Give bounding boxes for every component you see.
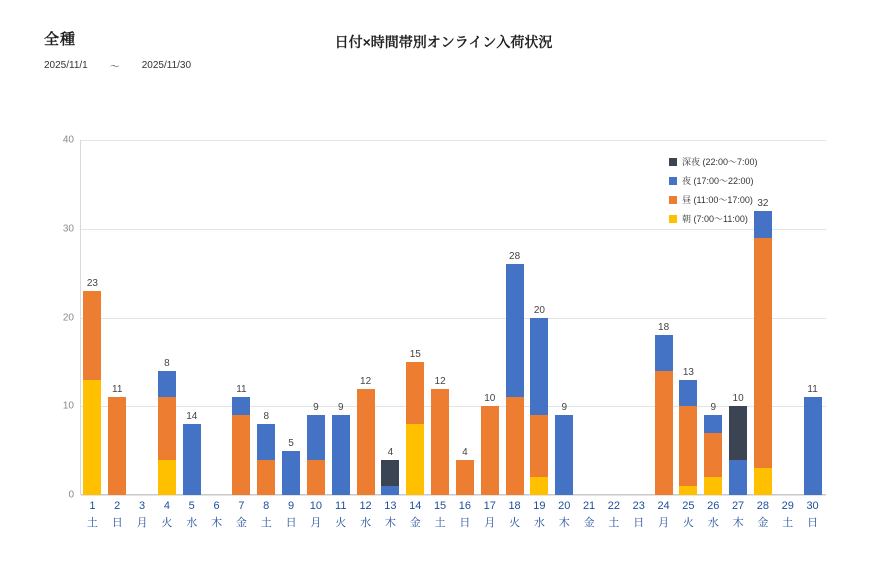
bar-slot[interactable] [527, 140, 552, 495]
date-range-separator: ～ [109, 62, 120, 73]
x-axis-label [80, 498, 105, 532]
x-axis-label [453, 498, 478, 532]
x-axis-label [477, 498, 502, 532]
x-axis-weekday: 火 [682, 517, 694, 529]
date-to: 2025/11/30 [141, 60, 192, 71]
x-axis-label [353, 498, 378, 532]
legend-swatch [669, 196, 677, 204]
bar-stack[interactable] [381, 460, 399, 496]
x-axis-label [279, 498, 304, 532]
x-axis-weekday: 水 [360, 517, 372, 529]
x-axis-weekday: 日 [111, 517, 123, 529]
x-axis-day: 8 [263, 500, 270, 512]
bar-segment[interactable] [357, 389, 375, 496]
bar-stack[interactable] [108, 397, 126, 495]
bar-slot[interactable] [403, 140, 428, 495]
x-axis-day: 13 [384, 500, 397, 512]
bar-value-label: 23 [86, 277, 98, 289]
bar-segment[interactable] [655, 371, 673, 495]
bar-segment[interactable] [506, 397, 524, 495]
bar-segment[interactable] [655, 335, 673, 371]
bar-stack[interactable] [481, 406, 499, 495]
bar-slot[interactable] [502, 140, 527, 495]
bar-value-label: 4 [387, 446, 394, 458]
bar-segment[interactable] [456, 460, 474, 496]
x-axis-day: 11 [335, 500, 347, 512]
chart-legend [669, 152, 849, 228]
x-axis-day: 19 [533, 500, 546, 512]
bar-segment[interactable] [431, 389, 449, 496]
bar-stack[interactable] [332, 415, 350, 495]
bar-value-label: 11 [112, 384, 123, 396]
bar-segment[interactable] [83, 291, 101, 380]
bar-slot[interactable] [378, 140, 403, 495]
x-axis-weekday: 水 [533, 517, 545, 529]
x-axis-label [105, 498, 130, 532]
x-axis-day: 26 [707, 500, 720, 512]
bar-segment[interactable] [704, 415, 722, 433]
x-axis-weekday: 月 [310, 517, 322, 529]
bar-segment[interactable] [506, 264, 524, 397]
x-axis-label [204, 498, 229, 532]
bar-slot[interactable] [279, 140, 304, 495]
bar-segment[interactable] [804, 397, 822, 495]
bar-segment[interactable] [307, 460, 325, 496]
bar-value-label: 8 [164, 357, 170, 369]
x-axis-weekday: 土 [260, 517, 272, 529]
x-axis-weekday: 土 [86, 517, 98, 529]
bar-segment[interactable] [406, 362, 424, 424]
bar-value-label: 15 [409, 348, 421, 360]
bar-segment[interactable] [555, 415, 573, 495]
x-axis-weekday: 木 [384, 517, 396, 529]
x-axis-day: 3 [139, 500, 146, 512]
x-axis-label [651, 498, 676, 532]
legend-item[interactable] [669, 209, 849, 228]
bar-segment[interactable] [158, 371, 176, 398]
legend-label: 昼 (11:00～17:00) [682, 195, 753, 205]
bar-stack[interactable] [679, 380, 697, 495]
x-axis-weekday: 水 [707, 517, 719, 529]
x-axis-day: 20 [558, 500, 571, 512]
x-axis-day: 25 [682, 500, 695, 512]
x-axis-weekday: 土 [608, 517, 620, 529]
bar-stack[interactable] [307, 415, 325, 495]
bar-segment[interactable] [530, 415, 548, 477]
bar-value-label: 14 [186, 411, 198, 422]
x-axis-day: 15 [433, 500, 447, 512]
x-axis-day: 24 [657, 500, 670, 512]
legend-label: 深夜 (22:00～7:00) [682, 157, 758, 167]
date-from: 2025/11/1 [44, 60, 88, 71]
legend-item[interactable] [669, 190, 849, 209]
bar-value-label: 9 [313, 402, 319, 414]
x-axis-weekday: 火 [161, 517, 173, 529]
y-axis-tick: 40 [62, 134, 74, 146]
x-axis-label [378, 498, 403, 532]
bar-value-label: 11 [807, 384, 818, 396]
x-axis-weekday: 水 [186, 517, 198, 529]
legend-swatch [669, 177, 677, 185]
x-axis-label [328, 498, 353, 532]
bar-value-label: 10 [484, 393, 496, 405]
x-axis-label [577, 498, 602, 532]
x-axis-weekday: 木 [211, 517, 223, 529]
x-axis-day: 5 [188, 500, 195, 512]
x-axis-label [726, 498, 751, 532]
bar-value-label: 8 [263, 411, 270, 422]
legend-item[interactable] [669, 152, 849, 171]
x-axis-label [602, 498, 627, 532]
bar-segment[interactable] [282, 451, 300, 495]
bar-segment[interactable] [679, 406, 697, 486]
bar-stack[interactable] [555, 415, 573, 495]
legend-item[interactable] [669, 171, 849, 190]
x-axis-weekday: 土 [782, 517, 794, 529]
bar-segment[interactable] [158, 397, 176, 459]
y-axis-tick: 30 [62, 223, 74, 235]
bar-slot[interactable] [80, 140, 105, 495]
x-axis-day: 16 [458, 500, 472, 512]
x-axis-weekday: 土 [434, 517, 446, 529]
x-axis-labels [80, 498, 825, 558]
bar-value-label: 11 [236, 384, 247, 396]
x-axis-day: 29 [781, 500, 794, 512]
bar-slot[interactable] [229, 140, 254, 495]
bar-value-label: 4 [462, 446, 468, 458]
bar-segment[interactable] [481, 406, 499, 495]
x-axis-day: 21 [582, 500, 596, 512]
x-axis-label [179, 498, 204, 532]
bar-value-label: 32 [757, 198, 769, 209]
bar-segment[interactable] [158, 460, 176, 496]
bar-segment[interactable] [704, 477, 722, 495]
x-axis-day: 4 [163, 500, 170, 512]
x-axis-weekday: 木 [558, 517, 570, 529]
bar-segment[interactable] [108, 397, 126, 495]
bar-slot[interactable] [204, 140, 229, 495]
x-axis-label [254, 498, 279, 532]
legend-swatch [669, 158, 677, 166]
bar-segment[interactable] [754, 468, 772, 495]
x-axis-label [527, 498, 552, 532]
x-axis-weekday: 木 [732, 517, 744, 529]
bar-stack[interactable] [456, 460, 474, 496]
x-axis-label [751, 498, 776, 532]
x-axis-weekday: 日 [633, 517, 645, 529]
bar-stack[interactable] [506, 264, 524, 495]
bar-segment[interactable] [530, 318, 548, 416]
x-axis-label [552, 498, 577, 532]
x-axis-day: 30 [806, 500, 819, 512]
bar-slot[interactable] [577, 140, 602, 495]
x-axis-label [775, 498, 800, 532]
bar-stack[interactable] [282, 451, 300, 495]
x-axis-weekday: 金 [409, 517, 421, 529]
legend-label: 朝 (7:00～11:00) [682, 214, 748, 224]
bar-stack[interactable] [183, 424, 201, 495]
bar-segment[interactable] [332, 415, 350, 495]
x-axis-day: 17 [483, 500, 496, 512]
bar-segment[interactable] [381, 486, 399, 495]
x-axis-weekday: 火 [335, 517, 347, 529]
bar-value-label: 9 [710, 402, 717, 414]
bar-slot[interactable] [626, 140, 651, 495]
bar-value-label: 12 [434, 375, 446, 387]
x-axis-weekday: 火 [509, 517, 521, 529]
bar-slot[interactable] [428, 140, 453, 495]
x-axis-label [229, 498, 254, 532]
bar-segment[interactable] [729, 460, 747, 496]
bar-value-label: 9 [561, 402, 568, 414]
x-axis-label [130, 498, 155, 532]
bar-slot[interactable] [453, 140, 478, 495]
bar-slot[interactable] [105, 140, 130, 495]
bar-segment[interactable] [704, 433, 722, 477]
bar-segment[interactable] [381, 460, 399, 487]
x-axis-label [403, 498, 428, 532]
bar-slot[interactable] [328, 140, 353, 495]
bar-segment[interactable] [307, 415, 325, 459]
bar-slot[interactable] [602, 140, 627, 495]
date-range [44, 58, 844, 73]
bar-value-label: 28 [509, 251, 521, 263]
y-axis-tick: 20 [62, 312, 74, 323]
x-axis-weekday: 月 [136, 517, 148, 529]
bar-stack[interactable] [729, 406, 747, 495]
x-axis-weekday: 日 [459, 517, 471, 529]
bar-stack[interactable] [754, 211, 772, 495]
bar-segment[interactable] [257, 460, 275, 496]
x-axis-label [701, 498, 726, 532]
bar-stack[interactable] [357, 389, 375, 496]
bar-segment[interactable] [754, 238, 772, 469]
x-axis-day: 23 [632, 500, 645, 512]
bar-stack[interactable] [257, 424, 275, 495]
x-axis-day: 27 [731, 500, 745, 512]
bar-stack[interactable] [655, 335, 673, 495]
bar-slot[interactable] [552, 140, 577, 495]
bar-segment[interactable] [530, 477, 548, 495]
chart-title: 日付×時間帯別オンライン入荷状況 [334, 34, 553, 50]
x-axis-day: 1 [89, 500, 96, 512]
bar-value-label: 12 [360, 375, 372, 387]
x-axis-day: 6 [213, 500, 220, 512]
bar-segment[interactable] [83, 380, 101, 495]
bar-slot[interactable] [179, 140, 204, 495]
group-title: 全種 [44, 31, 77, 48]
gridline [81, 495, 826, 496]
x-axis-label [502, 498, 527, 532]
x-axis-weekday: 金 [757, 517, 769, 529]
x-axis-day: 14 [409, 500, 422, 512]
x-axis-label [304, 498, 329, 532]
x-axis-label [428, 498, 453, 532]
x-axis-label [676, 498, 701, 532]
bar-value-label: 13 [682, 366, 694, 378]
x-axis-day: 7 [238, 500, 245, 512]
x-axis-day: 12 [359, 500, 372, 512]
bar-stack[interactable] [804, 397, 822, 495]
bar-stack[interactable] [704, 415, 722, 495]
y-axis-tick: 10 [62, 400, 74, 412]
x-axis-day: 22 [607, 500, 621, 512]
bar-segment[interactable] [729, 406, 747, 459]
bar-slot[interactable] [130, 140, 155, 495]
bar-value-label: 10 [732, 393, 744, 405]
bar-slot[interactable] [155, 140, 180, 495]
x-axis-weekday: 月 [484, 517, 496, 529]
x-axis-weekday: 日 [285, 517, 297, 529]
legend-swatch [669, 215, 677, 223]
x-axis-day: 9 [288, 500, 295, 512]
x-axis-weekday: 金 [583, 517, 595, 529]
bar-segment[interactable] [679, 486, 697, 495]
bar-segment[interactable] [232, 415, 250, 495]
bar-value-label: 20 [533, 304, 545, 316]
bar-slot[interactable] [304, 140, 329, 495]
bar-stack[interactable] [158, 371, 176, 495]
x-axis-weekday: 月 [658, 517, 670, 529]
x-axis-label [626, 498, 651, 532]
bar-value-label: 9 [337, 402, 344, 414]
bar-value-label: 5 [288, 437, 294, 449]
x-axis-day: 10 [309, 500, 323, 512]
x-axis-weekday: 日 [807, 517, 819, 529]
x-axis-day: 2 [114, 500, 121, 512]
x-axis-day: 28 [756, 500, 770, 512]
bar-segment[interactable] [183, 424, 201, 495]
bar-value-label: 18 [658, 322, 670, 334]
x-axis-label [800, 498, 825, 532]
x-axis-label [155, 498, 180, 532]
bar-slot[interactable] [353, 140, 378, 495]
bar-segment[interactable] [406, 424, 424, 495]
x-axis-day: 18 [508, 500, 521, 512]
y-axis-tick: 0 [68, 489, 74, 501]
bar-stack[interactable] [431, 389, 449, 496]
bar-slot[interactable] [477, 140, 502, 495]
x-axis-weekday: 金 [235, 517, 247, 529]
legend-label: 夜 (17:00～22:00) [682, 176, 754, 186]
